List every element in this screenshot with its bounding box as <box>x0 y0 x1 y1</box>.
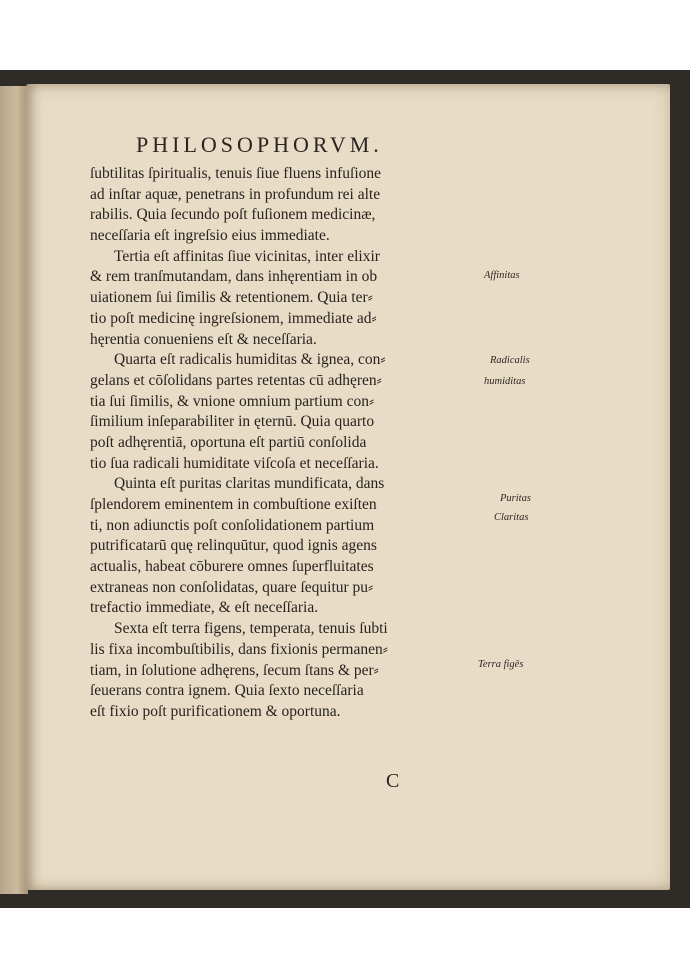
text-line: Sexta eſt terra figens, temperata, tenuis ſubti <box>114 620 388 638</box>
text-line: extraneas non conſolidatas, quare ſequitur pu⸗ <box>90 578 374 596</box>
text-line: trefactio immediate, & eſt neceſſaria. <box>90 599 319 617</box>
marginal-note-puritas: Puritas <box>500 493 531 504</box>
text-line: Quarta eſt radicalis humiditas & ignea, con⸗ <box>114 351 386 369</box>
text-line: eſt fixio poſt purificationem & oportuna. <box>90 702 341 720</box>
text-line: tiam, in ſolutione adhęrens, ſecum ſtans & per⸗ <box>90 661 379 679</box>
text-line: tio poſt medicinę ingreſsionem, immediate ad⸗ <box>90 309 377 327</box>
text-line: rabilis. Quia ſecundo poſt fuſionem medicinæ, <box>90 206 376 224</box>
text-line: gelans et cōſolidans partes retentas cū adhęren⸗ <box>90 371 382 389</box>
text-line: ſeuerans contra ignem. Quia ſexto neceſſaria <box>90 682 364 700</box>
text-line: tia ſui ſimilis, & vnione omnium partium con⸗ <box>90 392 375 410</box>
text-line: ſplendorem eminentem in combuſtione exiſten <box>90 496 377 513</box>
signature-mark: C <box>386 770 400 792</box>
marginal-note-affinitas: Affinitas <box>484 270 520 281</box>
text-line: Tertia eſt affinitas ſiue vicinitas, inter elixir <box>114 247 380 265</box>
body-text <box>90 164 482 723</box>
text-line: actualis, habeat cōburere omnes ſuperfluitates <box>90 558 374 576</box>
facing-page-edge <box>0 86 28 894</box>
text-line: ſimilium inſeparabiliter in ęternū. Quia quarto <box>90 413 375 431</box>
text-line: ad inſtar aquæ, penetrans in profundum rei alte <box>90 185 381 203</box>
text-line: ſubtilitas ſpiritualis, tenuis ſiue fluens infuſione <box>90 165 382 182</box>
marginal-note-claritas: Claritas <box>494 512 529 523</box>
marginal-note-terra-figens: Terra figēs <box>478 659 524 670</box>
marginal-note-radicalis: Radicalis <box>490 355 530 366</box>
text-line: tio ſua radicali humiditate viſcoſa et neceſſaria. <box>90 454 379 472</box>
running-head: PHILOSOPHORVM. <box>136 132 383 157</box>
text-line: ti, non adiunctis poſt conſolidationem partium <box>90 516 375 534</box>
text-line: neceſſaria eſt ingreſsio eius immediate. <box>90 227 330 245</box>
text-line: uiationem ſui ſimilis & retentionem. Quia ter⸗ <box>90 289 373 307</box>
text-line: & rem tranſmutandam, dans inhęrentiam in ob <box>90 268 378 286</box>
text-line: poſt adhęrentiā, oportuna eſt partiū conſolida <box>90 433 367 451</box>
text-line: lis fixa incombuſtibilis, dans fixionis permanen⸗ <box>90 640 388 658</box>
text-line: putrificatarū quę relinquūtur, quod ignis agens <box>90 537 377 555</box>
marginal-note-humiditas: humiditas <box>484 376 526 387</box>
text-line: hęrentia conueniens eſt & neceſſaria. <box>90 330 317 348</box>
text-line: Quinta eſt puritas claritas mundificata, dans <box>114 475 385 493</box>
